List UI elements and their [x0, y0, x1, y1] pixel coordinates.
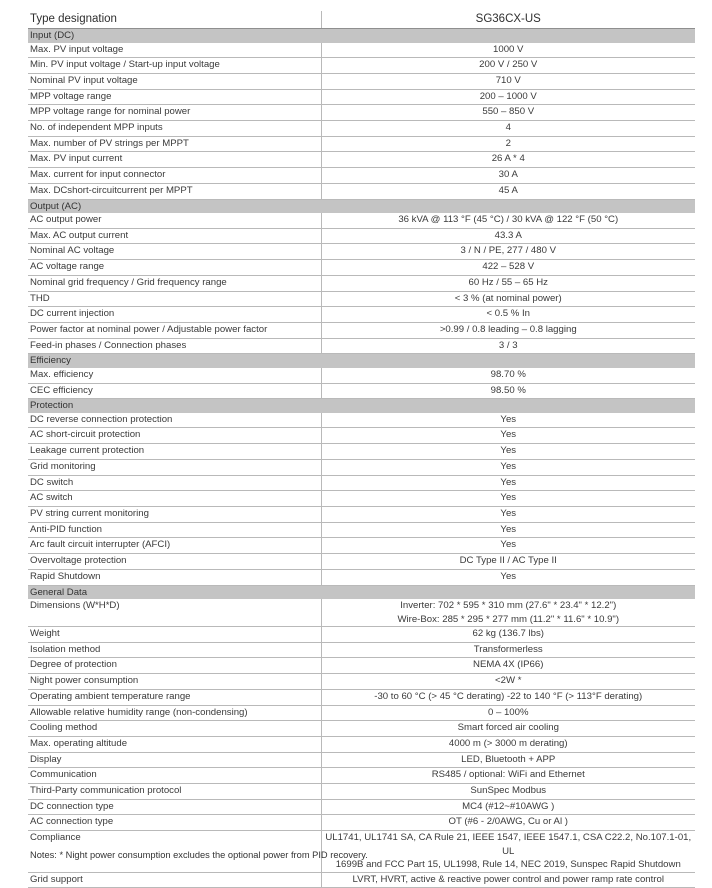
section-header	[28, 585, 695, 599]
section-title: General Data	[28, 585, 695, 599]
spec-value: < 3 % (at nominal power)	[321, 291, 695, 307]
spec-label: Arc fault circuit interrupter (AFCI)	[28, 538, 321, 554]
spec-row	[28, 506, 695, 522]
spec-value: 98.70 %	[321, 368, 695, 383]
section-header	[28, 354, 695, 368]
spec-label: No. of independent MPP inputs	[28, 121, 321, 137]
spec-label: Overvoltage protection	[28, 554, 321, 570]
section-header	[28, 399, 695, 413]
spec-row	[28, 658, 695, 674]
spec-row	[28, 136, 695, 152]
spec-value: Yes	[321, 413, 695, 428]
spec-row	[28, 43, 695, 58]
spec-value: Yes	[321, 444, 695, 460]
spec-row	[28, 307, 695, 323]
spec-label: Night power consumption	[28, 674, 321, 690]
spec-value: Smart forced air cooling	[321, 721, 695, 737]
spec-row	[28, 705, 695, 721]
type-designation-label: Type designation	[28, 11, 321, 29]
spec-value: Yes	[321, 475, 695, 491]
spec-row	[28, 322, 695, 338]
spec-label: Max. PV input current	[28, 152, 321, 168]
spec-value: 1000 V	[321, 43, 695, 58]
spec-label: Max. current for input connector	[28, 168, 321, 184]
spec-row	[28, 569, 695, 585]
spec-value: <2W *	[321, 674, 695, 690]
spec-label: THD	[28, 291, 321, 307]
spec-label: Power factor at nominal power / Adjustable power factor	[28, 322, 321, 338]
spec-value: LED, Bluetooth + APP	[321, 752, 695, 768]
section-title: Input (DC)	[28, 29, 695, 43]
spec-value: 200 – 1000 V	[321, 89, 695, 105]
spec-table	[28, 11, 695, 888]
spec-label: Cooling method	[28, 721, 321, 737]
spec-value	[321, 599, 695, 627]
spec-label: MPP voltage range	[28, 89, 321, 105]
spec-value: Yes	[321, 569, 695, 585]
spec-row	[28, 428, 695, 444]
spec-label: Nominal AC voltage	[28, 244, 321, 260]
spec-label: Grid support	[28, 872, 321, 888]
spec-row	[28, 538, 695, 554]
spec-label: DC connection type	[28, 799, 321, 815]
spec-label: Min. PV input voltage / Start-up input voltage	[28, 58, 321, 74]
spec-row	[28, 522, 695, 538]
spec-value: 26 A * 4	[321, 152, 695, 168]
spec-label: Max. AC output current	[28, 228, 321, 244]
spec-row	[28, 58, 695, 74]
spec-label: Third-Party communication protocol	[28, 784, 321, 800]
spec-value: LVRT, HVRT, active & reactive power control and power ramp rate control	[321, 872, 695, 888]
spec-value-line: Inverter: 702 * 595 * 310 mm (27.6" * 23.4" * 12.2")	[400, 600, 617, 611]
spec-value: 4000 m (> 3000 m derating)	[321, 736, 695, 752]
spec-value: 0 – 100%	[321, 705, 695, 721]
spec-label: Isolation method	[28, 642, 321, 658]
spec-row	[28, 260, 695, 276]
spec-row	[28, 152, 695, 168]
spec-value: 36 kVA @ 113 °F (45 °C) / 30 kVA @ 122 °F (50 °C)	[321, 213, 695, 228]
spec-label: CEC efficiency	[28, 383, 321, 399]
spec-value: 30 A	[321, 168, 695, 184]
spec-label: Allowable relative humidity range (non-condensing)	[28, 705, 321, 721]
spec-row	[28, 244, 695, 260]
spec-row	[28, 799, 695, 815]
spec-value: Transformerless	[321, 642, 695, 658]
spec-row	[28, 674, 695, 690]
spec-label: Display	[28, 752, 321, 768]
spec-value: 43.3 A	[321, 228, 695, 244]
spec-row	[28, 275, 695, 291]
spec-row	[28, 721, 695, 737]
spec-row	[28, 475, 695, 491]
type-designation-row	[28, 11, 695, 29]
spec-row	[28, 383, 695, 399]
spec-value: 62 kg (136.7 lbs)	[321, 627, 695, 643]
spec-label: Rapid Shutdown	[28, 569, 321, 585]
spec-label: Feed-in phases / Connection phases	[28, 338, 321, 354]
spec-label: Weight	[28, 627, 321, 643]
spec-value: 422 – 528 V	[321, 260, 695, 276]
spec-row	[28, 168, 695, 184]
spec-value: RS485 / optional: WiFi and Ethernet	[321, 768, 695, 784]
spec-row	[28, 338, 695, 354]
spec-row	[28, 291, 695, 307]
spec-label: Max. PV input voltage	[28, 43, 321, 58]
spec-row	[28, 642, 695, 658]
spec-label: AC connection type	[28, 815, 321, 831]
spec-value: 4	[321, 121, 695, 137]
spec-value: 60 Hz / 55 – 65 Hz	[321, 275, 695, 291]
spec-label: Leakage current protection	[28, 444, 321, 460]
spec-row	[28, 554, 695, 570]
spec-label: Communication	[28, 768, 321, 784]
spec-row	[28, 105, 695, 121]
spec-value	[321, 831, 695, 873]
spec-row	[28, 689, 695, 705]
spec-label: AC output power	[28, 213, 321, 228]
spec-label: Compliance	[28, 831, 321, 873]
spec-row	[28, 213, 695, 228]
spec-label: Nominal grid frequency / Grid frequency range	[28, 275, 321, 291]
spec-row	[28, 872, 695, 888]
spec-row	[28, 183, 695, 199]
spec-label: AC short-circuit protection	[28, 428, 321, 444]
spec-row	[28, 736, 695, 752]
section-title: Efficiency	[28, 354, 695, 368]
spec-label: PV string current monitoring	[28, 506, 321, 522]
spec-value: 98.50 %	[321, 383, 695, 399]
spec-row	[28, 784, 695, 800]
spec-label: DC current injection	[28, 307, 321, 323]
section-title: Output (AC)	[28, 199, 695, 213]
spec-label: Max. number of PV strings per MPPT	[28, 136, 321, 152]
spec-row	[28, 73, 695, 89]
spec-value-line: Wire-Box: 285 * 295 * 277 mm (11.2" * 11.6" * 10.9")	[397, 613, 620, 625]
section-header	[28, 29, 695, 43]
spec-row	[28, 459, 695, 475]
section-header	[28, 199, 695, 213]
spec-label: Max. efficiency	[28, 368, 321, 383]
spec-row	[28, 121, 695, 137]
spec-value-line: 1699B and FCC Part 15, UL1998, Rule 14, NEC 2019, Sunspec Rapid Shutdown	[335, 859, 681, 871]
spec-value: Yes	[321, 491, 695, 507]
spec-label: MPP voltage range for nominal power	[28, 105, 321, 121]
spec-value: Yes	[321, 428, 695, 444]
spec-value: >0.99 / 0.8 leading – 0.8 lagging	[321, 322, 695, 338]
spec-row	[28, 228, 695, 244]
spec-label: Operating ambient temperature range	[28, 689, 321, 705]
spec-label: Anti-PID function	[28, 522, 321, 538]
footnote: Notes: * Night power consumption excludes the optional power from PID recovery.	[30, 850, 368, 860]
spec-row	[28, 444, 695, 460]
spec-row	[28, 627, 695, 643]
spec-value: MC4 (#12~#10AWG )	[321, 799, 695, 815]
datasheet	[28, 11, 695, 888]
spec-value: Yes	[321, 459, 695, 475]
spec-value: 3 / 3	[321, 338, 695, 354]
spec-label: Grid monitoring	[28, 459, 321, 475]
spec-value-line: UL1741, UL1741 SA, CA Rule 21, IEEE 1547, IEEE 1547.1, CSA C22.2, No.107.1-01, UL	[325, 832, 692, 857]
spec-label: DC reverse connection protection	[28, 413, 321, 428]
section-title: Protection	[28, 399, 695, 413]
spec-row	[28, 752, 695, 768]
spec-label: Degree of protection	[28, 658, 321, 674]
spec-value: NEMA 4X (IP66)	[321, 658, 695, 674]
spec-value: OT (#6 - 2/0AWG, Cu or Al )	[321, 815, 695, 831]
spec-row	[28, 89, 695, 105]
spec-value: 3 / N / PE, 277 / 480 V	[321, 244, 695, 260]
spec-value: DC Type II / AC Type II	[321, 554, 695, 570]
spec-value: < 0.5 % In	[321, 307, 695, 323]
spec-row	[28, 368, 695, 383]
spec-label: DC switch	[28, 475, 321, 491]
spec-label: Nominal PV input voltage	[28, 73, 321, 89]
spec-value: -30 to 60 °C (> 45 °C derating) -22 to 140 °F (> 113°F derating)	[321, 689, 695, 705]
spec-value: 45 A	[321, 183, 695, 199]
spec-value: 200 V / 250 V	[321, 58, 695, 74]
spec-row	[28, 599, 695, 627]
spec-row	[28, 413, 695, 428]
spec-value: Yes	[321, 522, 695, 538]
spec-label: Max. operating altitude	[28, 736, 321, 752]
spec-value: 2	[321, 136, 695, 152]
spec-value: SunSpec Modbus	[321, 784, 695, 800]
spec-value: Yes	[321, 506, 695, 522]
spec-row	[28, 491, 695, 507]
spec-label: Max. DCshort-circuitcurrent per MPPT	[28, 183, 321, 199]
spec-label: AC voltage range	[28, 260, 321, 276]
spec-label: AC switch	[28, 491, 321, 507]
spec-value: Yes	[321, 538, 695, 554]
spec-value: 550 – 850 V	[321, 105, 695, 121]
spec-label: Dimensions (W*H*D)	[28, 599, 321, 627]
spec-row	[28, 768, 695, 784]
spec-value: 710 V	[321, 73, 695, 89]
model-name: SG36CX-US	[321, 11, 695, 29]
spec-row	[28, 815, 695, 831]
